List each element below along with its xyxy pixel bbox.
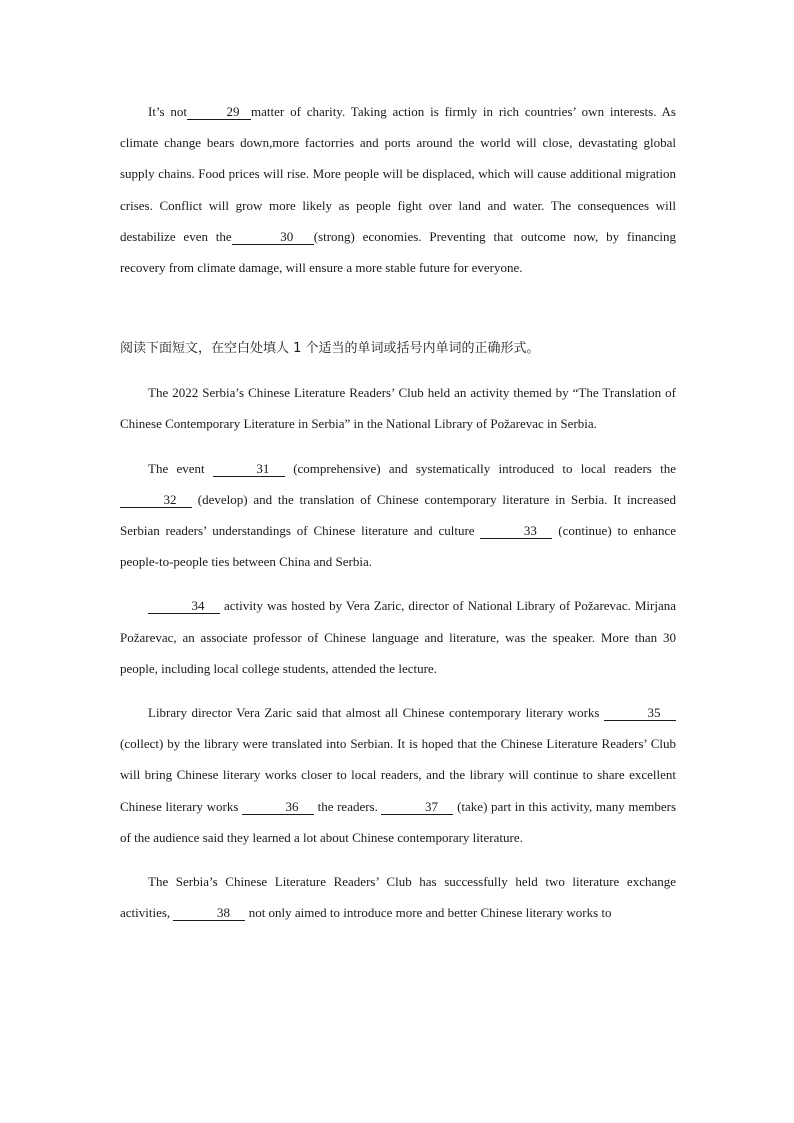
passage2-paragraph-1: The 2022 Serbia’s Chinese Literature Readers’ Club held an activity themed by “The Translation of Chinese Contemporary Literature in Serbia” in the National Library of Požarevac in Serbia. bbox=[120, 385, 676, 432]
passage1-paragraph bbox=[120, 96, 676, 283]
text-segment: matter of charity. Taking action is firmly in rich countries’ own interests. As climate change bears down,more factorries and ports around the world will close, devastating global supply chains. Food prices will rise. More people will be displaced, which will cause additional migration crises. Conflict will grow more likely as people fight over land and water. The consequences will destabilize even the bbox=[120, 104, 676, 244]
text-segment: the readers. bbox=[317, 798, 378, 814]
blank-29[interactable]: 29 bbox=[187, 105, 251, 120]
text-segment: (comprehensive) and systematically introduced to local readers the bbox=[293, 460, 676, 476]
text-segment: (strong) economies. Preventing that outcome now, by financing recovery from climate damage, will ensure a more stable future for everyone. bbox=[120, 228, 677, 276]
blank-37[interactable]: 37 bbox=[381, 800, 453, 815]
text-segment: activity was hosted by Vera Zaric, director of National Library of Požarevac. Mirjana Požarevac, an associate professor of Chinese language and literature, was the speaker. More than 30 people, including local college students, attended the lecture. bbox=[120, 598, 676, 676]
text-segment: (take) part in this activity, many members of the audience said they learned a lot about Chinese contemporary literature. bbox=[120, 798, 677, 845]
passage2-paragraph-3 bbox=[120, 590, 676, 684]
blank-36[interactable]: 36 bbox=[242, 800, 314, 815]
passage2-paragraph-5 bbox=[120, 866, 676, 928]
blank-33[interactable]: 33 bbox=[480, 524, 552, 539]
blank-35[interactable]: 35 bbox=[604, 706, 676, 721]
blank-32[interactable]: 32 bbox=[120, 493, 192, 508]
text-segment: It’s not bbox=[148, 104, 188, 119]
text-segment: (continue) to enhance people-to-people ties between China and Serbia. bbox=[120, 523, 676, 570]
blank-38[interactable]: 38 bbox=[173, 906, 245, 921]
text-segment: The event bbox=[148, 460, 205, 476]
blank-34[interactable]: 34 bbox=[148, 599, 220, 614]
text-segment: The Serbia’s Chinese Literature Readers’ Club has successfully held two literature exchange activities, bbox=[120, 874, 676, 921]
text-segment: (collect) by the library were translated into Serbian. It is hoped that the Chinese Literature Readers’ Club will bring Chinese literary works closer to local readers, and the library will continue to share excellent Chinese literary works bbox=[120, 736, 676, 814]
section-instruction: 阅读下面短文，在空白处填人 1 个适当的单词或括号内单词的正确形式。 bbox=[120, 341, 540, 357]
passage2-paragraph-4 bbox=[120, 697, 676, 853]
document-body bbox=[120, 96, 676, 928]
passage2-paragraph-2 bbox=[120, 453, 676, 578]
blank-30[interactable]: 30 bbox=[232, 230, 314, 245]
blank-31[interactable]: 31 bbox=[213, 462, 285, 477]
text-segment: not only aimed to introduce more and better Chinese literary works to bbox=[248, 905, 612, 921]
text-segment: (develop) and the translation of Chinese contemporary literature in Serbia. It increased Serbian readers’ understandings of Chinese literature and culture bbox=[120, 491, 677, 539]
text-segment: Library director Vera Zaric said that almost all Chinese contemporary literary works bbox=[148, 705, 600, 721]
